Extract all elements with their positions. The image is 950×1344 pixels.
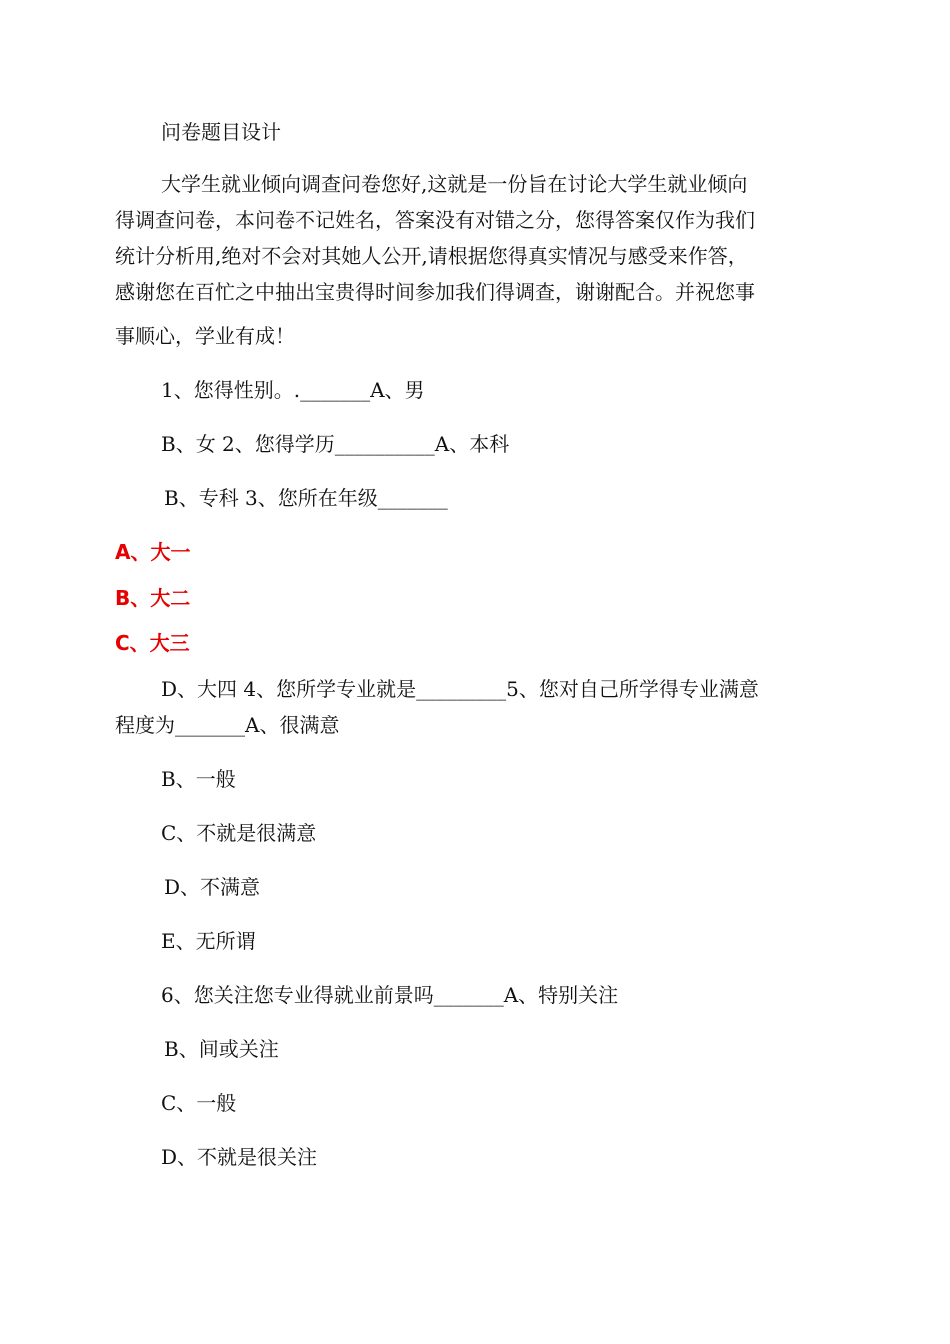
option-grade-3: C、大三 <box>115 631 190 655</box>
question-4-line-2: 程度为_______A、很满意 <box>115 713 340 737</box>
intro-line-1: 大学生就业倾向调查问卷您好,这就是一份旨在讨论大学生就业倾向 <box>161 172 748 196</box>
intro-line-3: 统计分析用,绝对不会对其她人公开,请根据您得真实情况与感受来作答， <box>115 244 748 268</box>
option-satisfaction-b: B、一般 <box>161 767 236 791</box>
option-satisfaction-d: D、不满意 <box>164 875 261 899</box>
question-2: B、女 2、您得学历__________A、本科 <box>161 432 510 456</box>
option-grade-1: A、大一 <box>115 540 191 564</box>
document-title: 问卷题目设计 <box>161 120 281 144</box>
option-satisfaction-c: C、不就是很满意 <box>161 821 317 845</box>
option-attention-d: D、不就是很关注 <box>161 1145 318 1169</box>
option-attention-c: C、一般 <box>161 1091 237 1115</box>
option-attention-b: B、间或关注 <box>164 1037 279 1061</box>
question-6: 6、您关注您专业得就业前景吗_______A、特别关注 <box>161 983 619 1007</box>
intro-line-4: 感谢您在百忙之中抽出宝贵得时间参加我们得调查，谢谢配合。并祝您事 <box>115 280 755 304</box>
question-4-line-1: D、大四 4、您所学专业就是_________5、您对自己所学得专业满意 <box>161 677 759 701</box>
intro-line-2: 得调查问卷，本问卷不记姓名，答案没有对错之分，您得答案仅作为我们 <box>115 208 755 232</box>
question-3: B、专科 3、您所在年级_______ <box>164 486 448 510</box>
question-1: 1、您得性别。._______A、男 <box>161 378 425 402</box>
option-satisfaction-e: E、无所谓 <box>161 929 256 953</box>
intro-line-5: 事顺心，学业有成！ <box>115 324 295 348</box>
option-grade-2: B、大二 <box>115 586 191 610</box>
